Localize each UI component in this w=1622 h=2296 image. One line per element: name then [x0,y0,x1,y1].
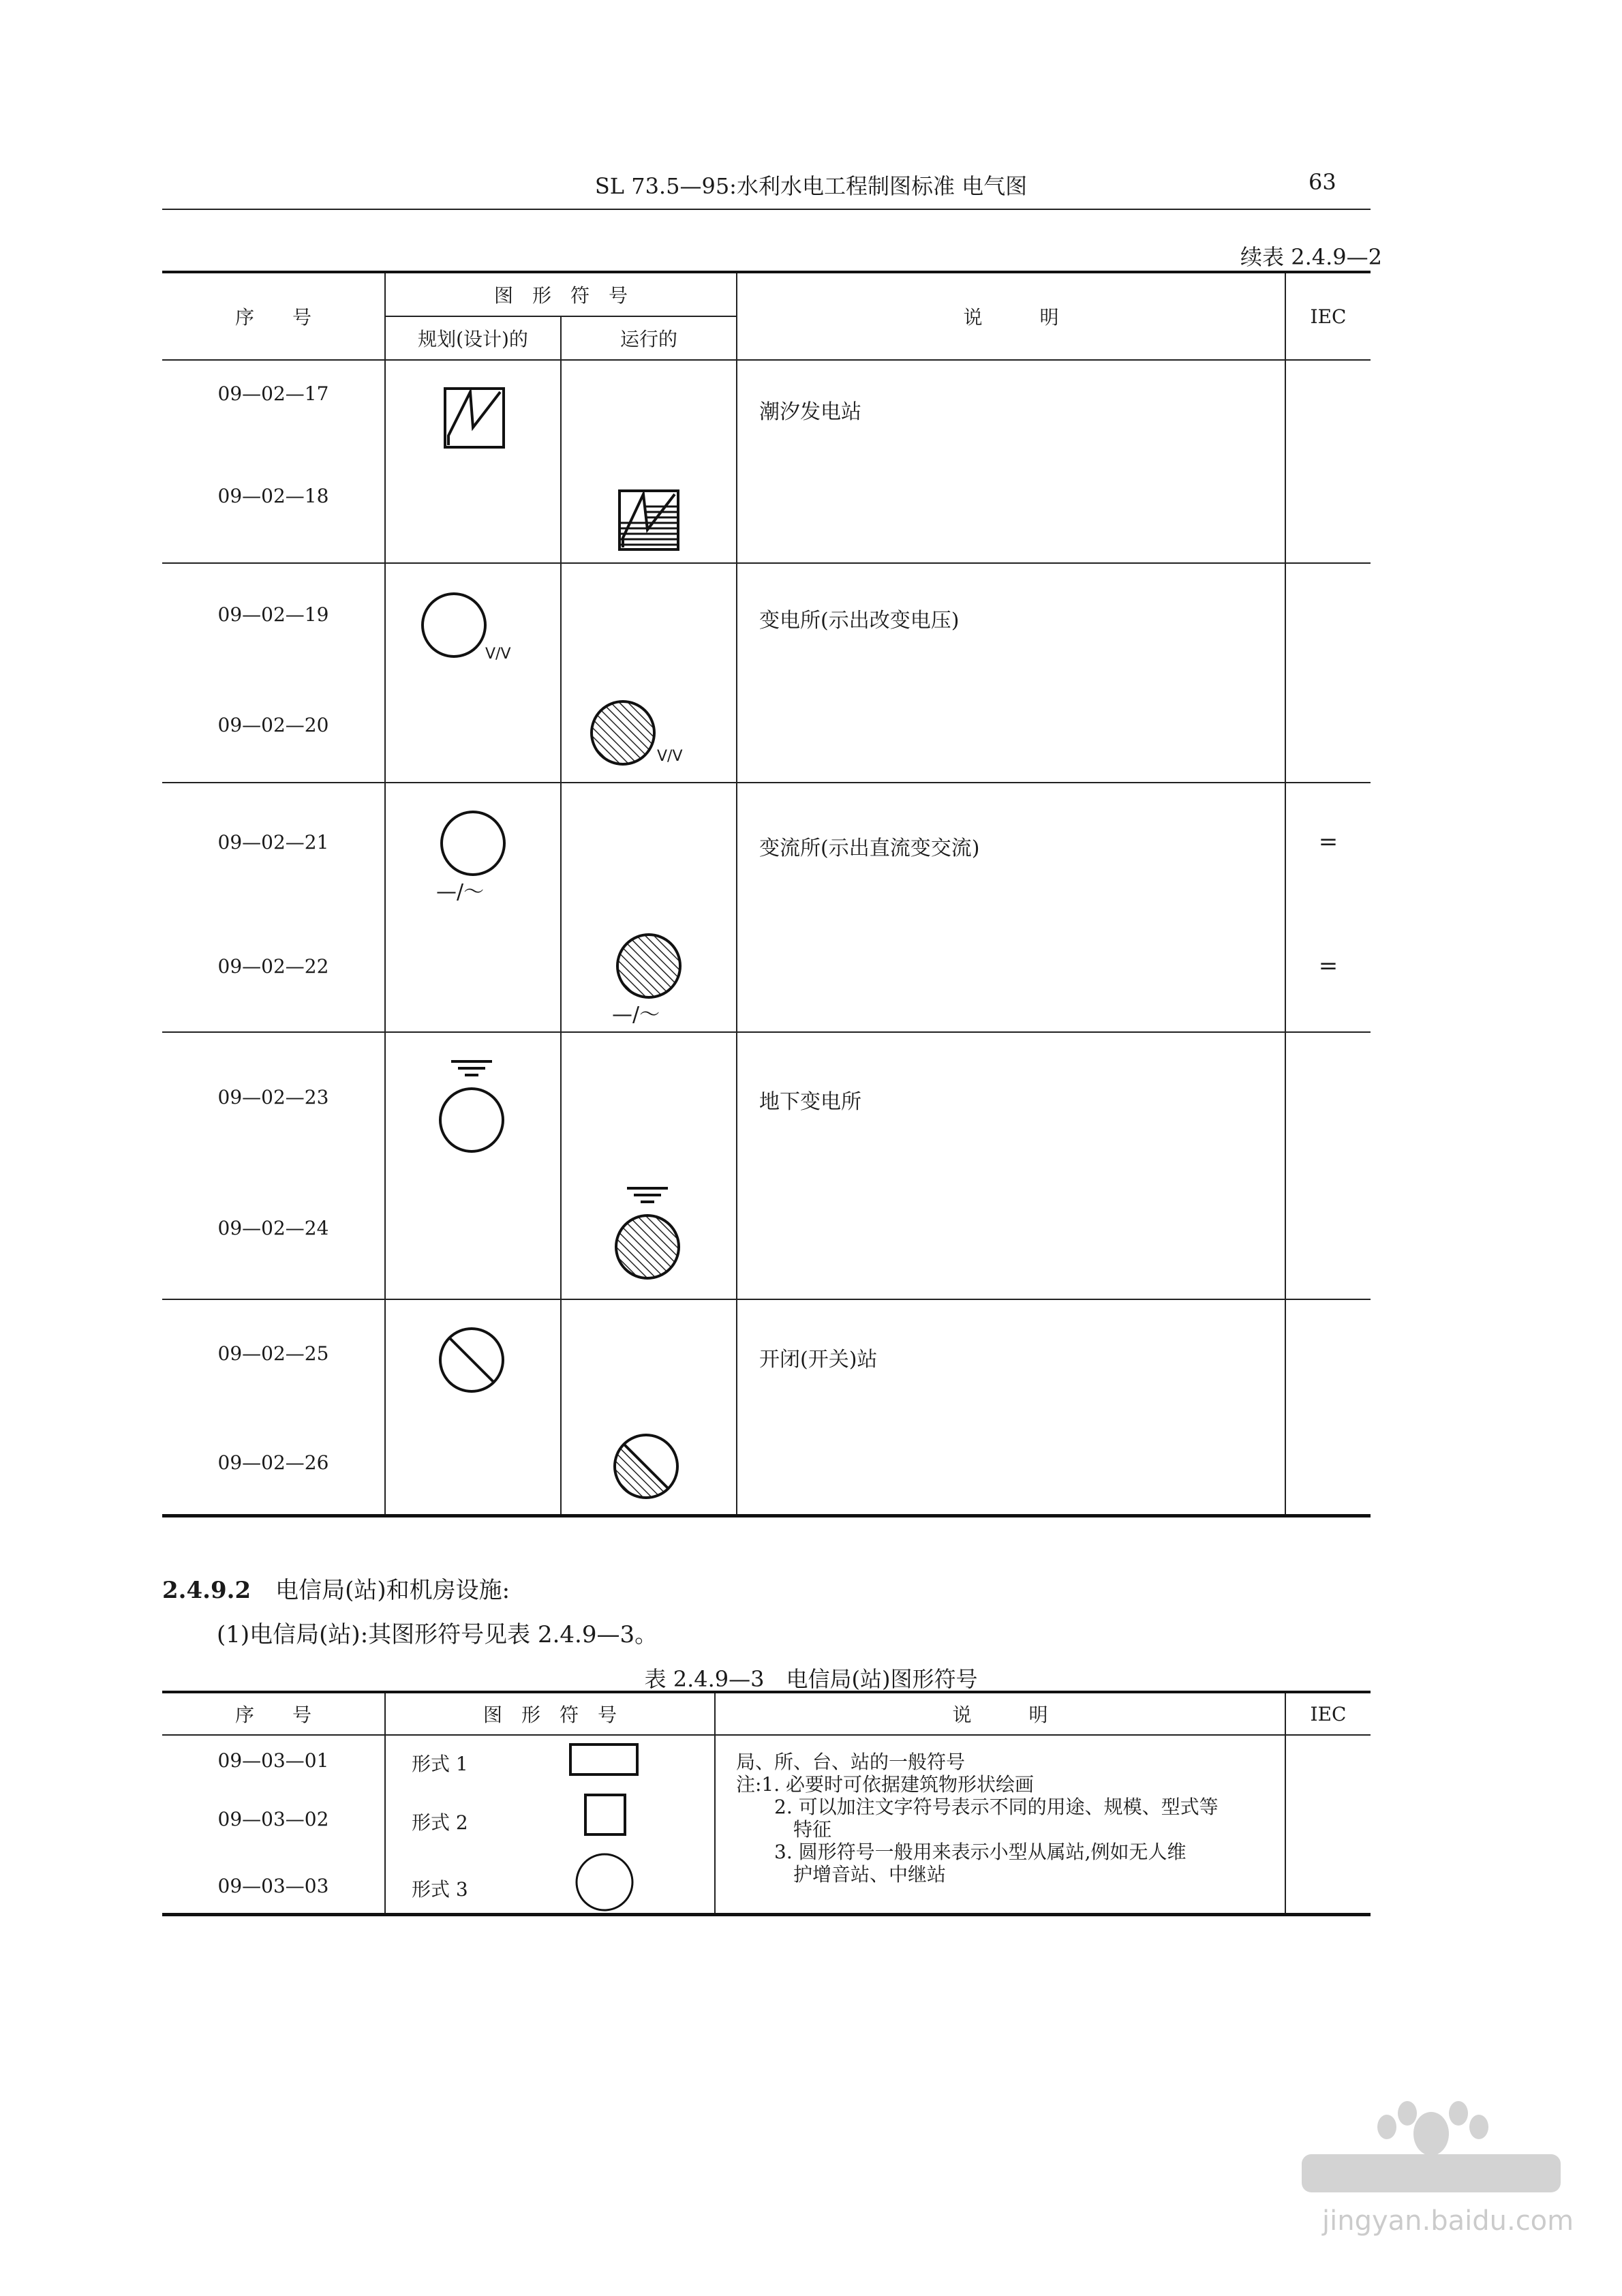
row-seq: 09—02—22 [217,955,329,978]
tidal-station-planned-icon [443,387,506,449]
underground-substation-planned-icon [438,1057,506,1160]
row-seq: 09—03—01 [217,1749,329,1772]
form-label: 形式 3 [412,1878,468,1901]
row-seq: 09—02—18 [217,485,329,507]
note-line: 3. 圆形符号一般用来表示小型从属站,例如无人维 [736,1841,1187,1863]
section-paragraph: (1)电信局(站):其图形符号见表 2.4.9—3。 [217,1621,658,1648]
col-header-symbol: 图 形 符 号 [385,1692,715,1735]
substation-operating-icon [589,699,657,767]
continued-table-label: 续表 2.4.9—2 [1240,244,1382,270]
baidu-logo-icon [1288,2086,1574,2202]
table-row [162,1735,1371,1915]
tidal-station-operating-icon [617,489,680,552]
row-description: 地下变电所 [759,1090,862,1114]
row-seq: 09—02—17 [217,382,329,405]
row-seq: 09—03—03 [217,1875,329,1897]
row-seq: 09—02—24 [217,1217,329,1239]
section-title: 电信局(站)和机房设施: [275,1577,510,1604]
station-square-icon [583,1793,627,1837]
form-label: 形式 1 [412,1753,468,1775]
row-seq: 09—02—26 [217,1451,329,1474]
table-row-group-switching [162,1299,1371,1516]
continued-symbol-table [162,271,1371,1517]
table-row-group-converter [162,783,1371,1032]
row-description: 潮汐发电站 [759,400,862,424]
row-description: 变电所(示出改变电压) [759,609,960,633]
note-line: 护增音站、中继站 [736,1863,947,1886]
form-label: 形式 2 [412,1811,468,1834]
description-notes [736,1751,1219,1886]
voltage-label: V/V [485,646,511,663]
voltage-label: V/V [657,748,683,765]
row-seq: 09—02—19 [217,603,329,626]
substation-planned-icon [420,591,488,659]
watermark [1288,2086,1574,2236]
telecom-symbol-table [162,1691,1371,1916]
col-header-symbol: 图 形 符 号 [385,272,737,316]
running-header-title: SL 73.5—95:水利水电工程制图标准 电气图 [594,173,1028,199]
section-heading [162,1571,510,1605]
row-seq: 09—02—21 [217,831,329,854]
switching-station-planned-icon [438,1326,506,1394]
row-iec: = [1318,952,1338,980]
underground-substation-operating-icon [613,1184,682,1286]
row-seq: 09—02—25 [217,1342,329,1365]
section-number: 2.4.9.2 [162,1577,251,1604]
col-header-iec: IEC [1285,272,1371,360]
converter-station-operating-icon [615,932,683,1000]
row-description: 变流所(示出直流变交流) [759,836,980,860]
row-seq: 09—02—23 [217,1086,329,1108]
dc-ac-label: —/～ [436,880,485,904]
table-row-group-tidal [162,360,1371,563]
row-iec: = [1318,828,1338,856]
switching-station-operating-icon [612,1432,680,1500]
note-line: 2. 可以加注文字符号表示不同的用途、规模、型式等 [736,1796,1219,1818]
col-header-iec: IEC [1285,1692,1371,1735]
col-header-description: 说 明 [737,272,1285,360]
note-line: 特征 [736,1818,832,1841]
table-row-group-substation [162,563,1371,783]
table-caption: 表 2.4.9—3 电信局(站)图形符号 [644,1666,978,1692]
converter-station-planned-icon [439,809,507,877]
col-header-seq: 序 号 [162,1692,385,1735]
row-seq: 09—02—20 [217,714,329,736]
row-description: 开闭(开关)站 [759,1348,878,1372]
watermark-site: jingyan.baidu.com [1322,2205,1574,2237]
page-number: 63 [1309,169,1336,195]
station-rectangle-icon [568,1742,639,1778]
col-header-planned: 规划(设计)的 [385,316,561,360]
note-line: 注:1. 必要时可依据建筑物形状绘画 [736,1773,1035,1796]
station-circle-icon [574,1852,635,1913]
header-rule [162,209,1371,210]
col-header-seq: 序 号 [162,272,385,360]
dc-ac-label: —/～ [612,1003,660,1027]
col-header-operating: 运行的 [561,316,737,360]
row-seq: 09—03—02 [217,1808,329,1830]
note-line: 局、所、台、站的一般符号 [736,1751,966,1773]
col-header-description: 说 明 [715,1692,1285,1735]
table-row-group-underground [162,1032,1371,1299]
